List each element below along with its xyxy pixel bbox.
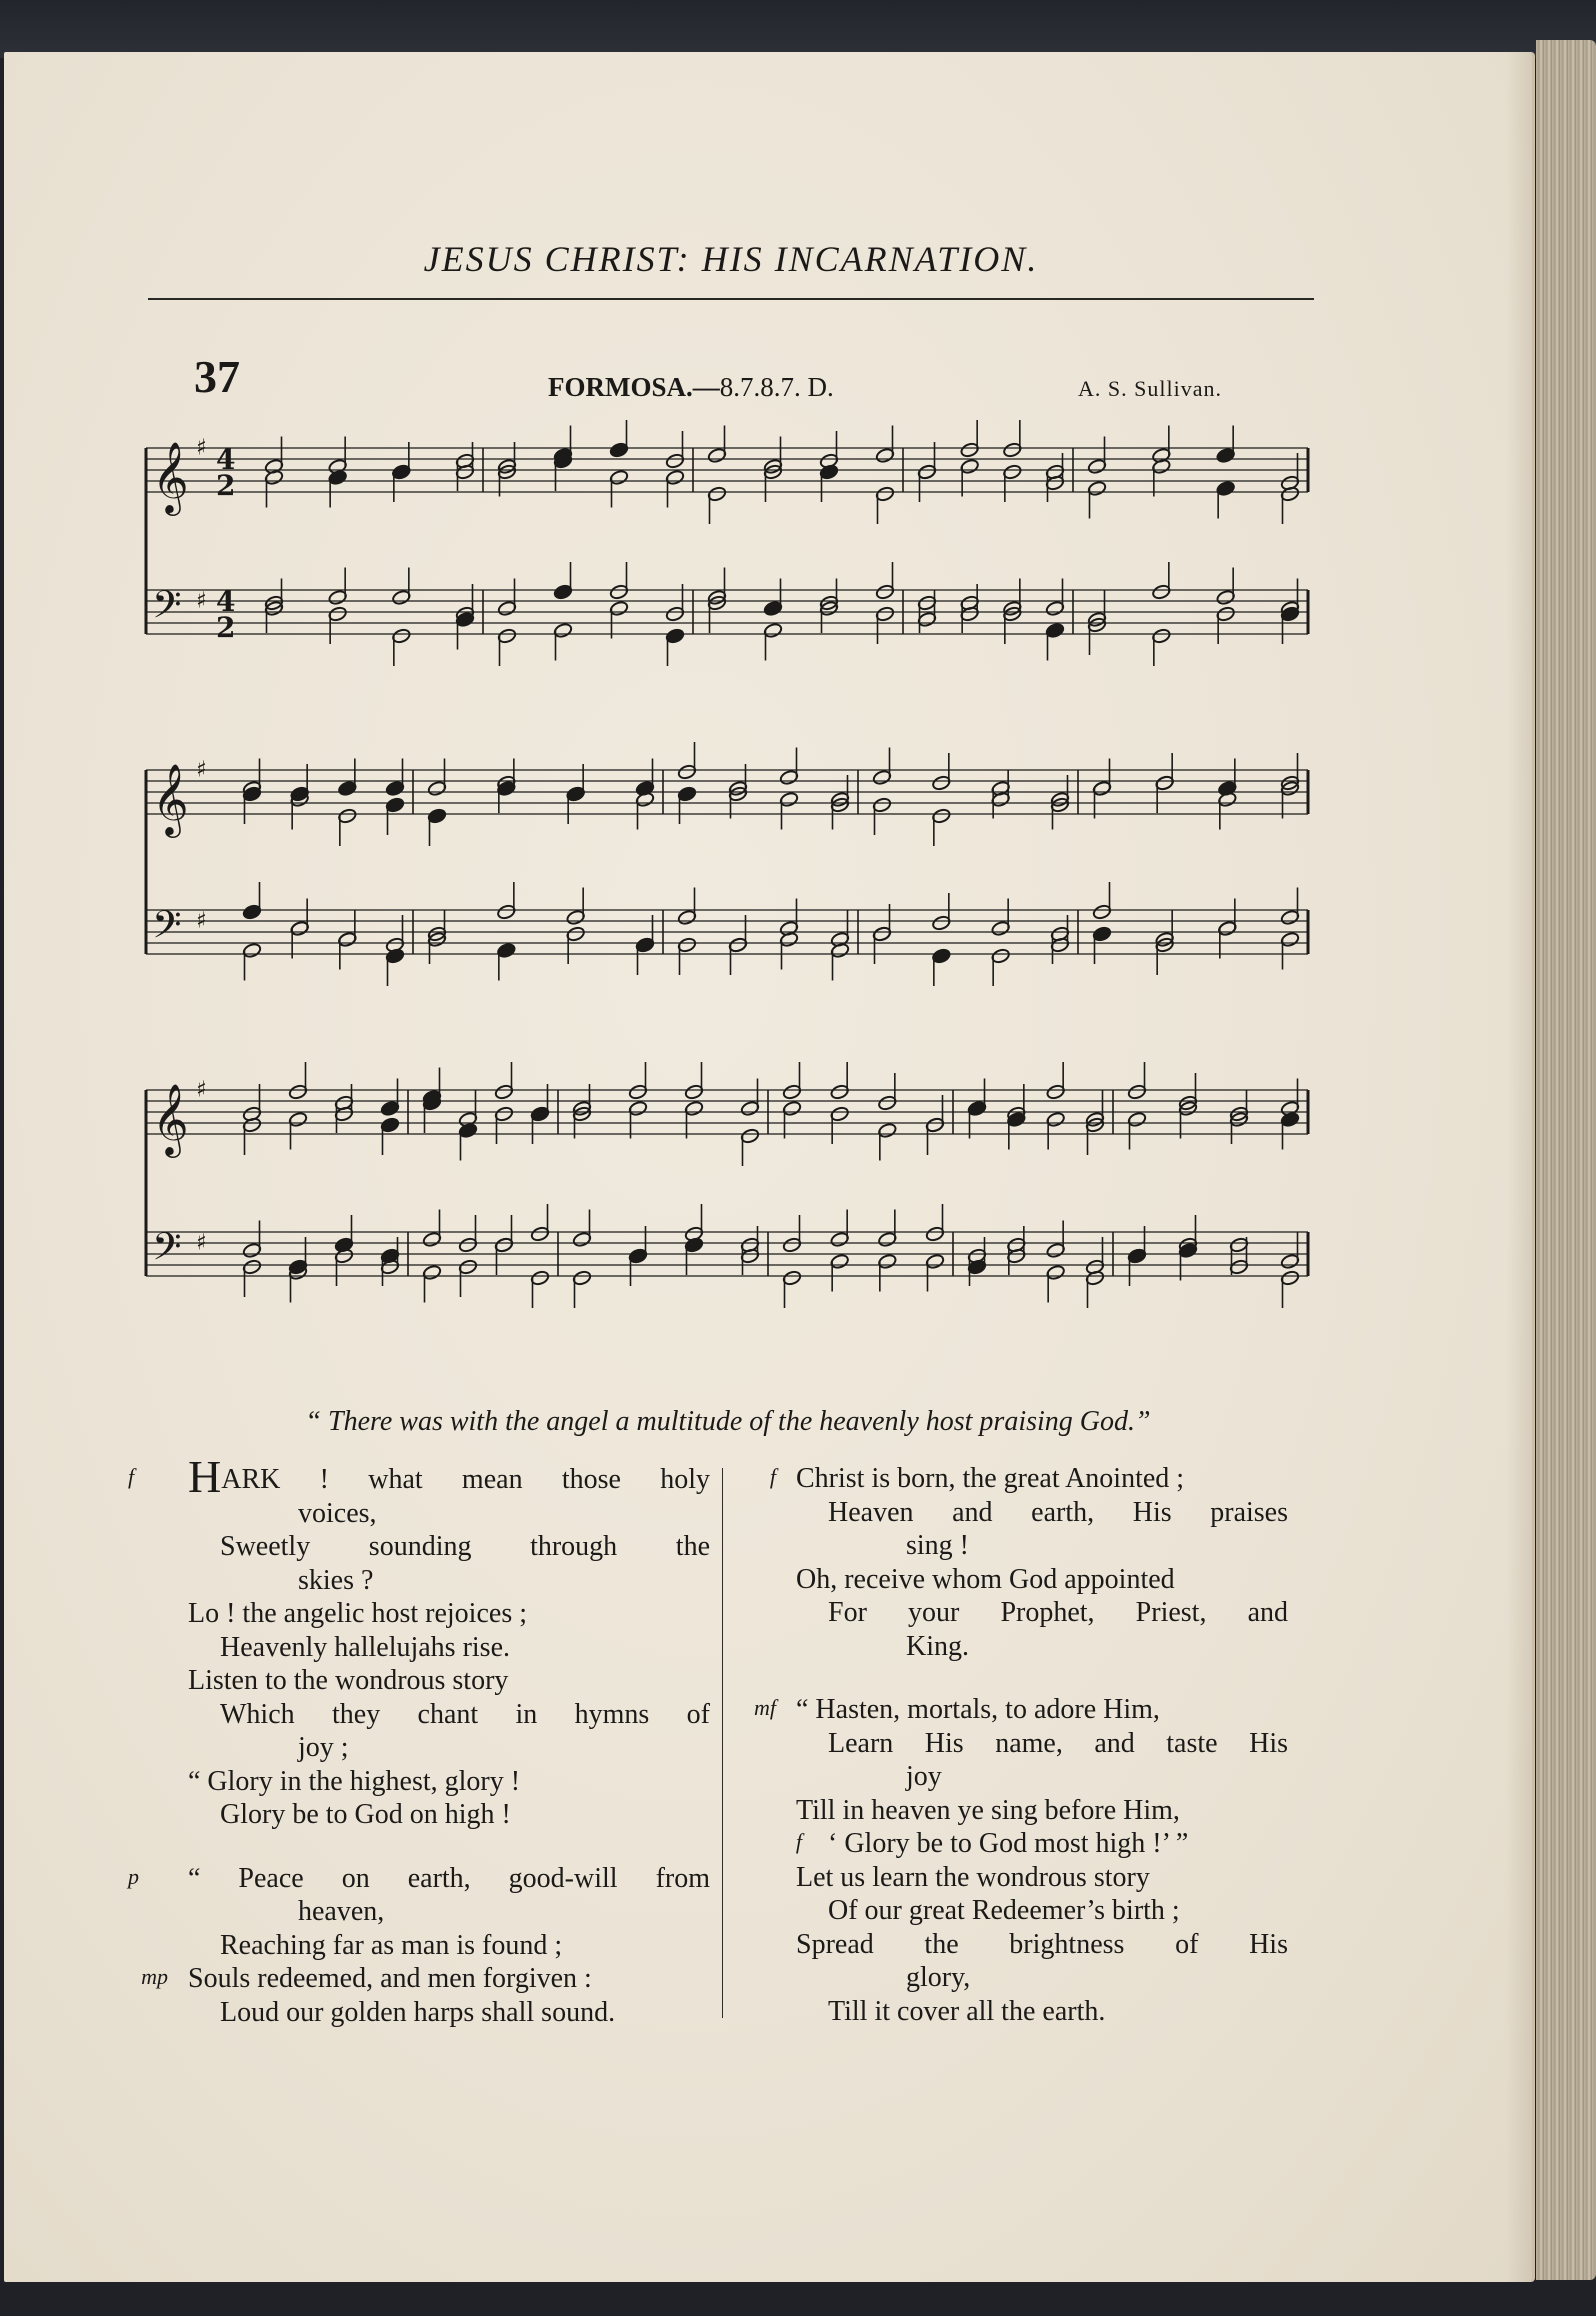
verse-line <box>748 1894 1288 1928</box>
dynamic-marking: mp <box>141 1964 168 1989</box>
bass-clef: 𝄢 <box>152 902 182 956</box>
verse-text: Souls redeemed, and men forgiven : <box>188 1963 592 1994</box>
dynamic-marking: f <box>769 1464 776 1489</box>
verse-line <box>748 1630 1288 1664</box>
verse-line <box>748 1462 1288 1496</box>
sharp-sign: ♯ <box>196 1230 207 1256</box>
verse-text: Sweetly sounding through the <box>220 1531 710 1562</box>
verse-line <box>140 1631 710 1665</box>
verse-text: skies ? <box>298 1564 374 1596</box>
verse-line <box>128 1862 710 1896</box>
verse-text: Christ is born, the great Anointed ; <box>796 1463 1185 1494</box>
verse-line <box>748 1861 1288 1895</box>
verses-right-column <box>748 1462 1288 2058</box>
verse-text: sing ! <box>906 1530 969 1561</box>
verse-line <box>140 1895 710 1929</box>
sharp-sign: ♯ <box>196 588 207 614</box>
treble-clef: 𝄞 <box>152 762 189 835</box>
verse-line <box>140 1497 710 1531</box>
verse-line <box>748 1928 1288 1962</box>
verse-text: joy <box>906 1761 942 1792</box>
stanza <box>128 1451 710 1832</box>
verse-text: ‘ Glory be to God most high !’ ” <box>828 1828 1189 1859</box>
verse-text: Of our great Redeemer’s birth ; <box>828 1895 1180 1926</box>
verse-text: “ Peace on earth, good-will from <box>188 1862 710 1894</box>
verse-text: Till it cover all the earth. <box>828 1995 1106 2027</box>
verse-text: Loud our golden harps shall sound. <box>220 1996 616 2028</box>
verse-line <box>140 1962 710 1996</box>
book-spine-top <box>0 0 1596 58</box>
verse-line <box>748 1693 1288 1727</box>
verse-text: glory, <box>906 1962 971 1993</box>
stanza <box>748 1693 1288 2028</box>
verse-line <box>748 1529 1288 1563</box>
bass-clef: 𝄢 <box>152 1224 182 1278</box>
verse-text: Heaven and earth, His praises <box>828 1496 1288 1528</box>
verse-text: voices, <box>298 1497 377 1529</box>
header-rule <box>148 298 1314 300</box>
tune-meter: 8.7.8.7. D. <box>719 372 834 402</box>
verse-text: Till in heaven ye sing before Him, <box>796 1794 1180 1826</box>
verse-text: Listen to the wondrous story <box>188 1665 509 1696</box>
sharp-sign: ♯ <box>196 1077 207 1103</box>
verse-line <box>748 1496 1288 1530</box>
dynamic-marking: mf <box>754 1695 776 1720</box>
verse-line <box>748 1827 1288 1861</box>
sharp-sign: ♯ <box>196 908 207 934</box>
verse-text: Which they chant in hymns of <box>220 1698 710 1730</box>
dynamic-marking: f <box>795 1829 802 1854</box>
verse-line <box>748 1794 1288 1828</box>
verse-line <box>748 1727 1288 1761</box>
music-score <box>138 420 1318 1380</box>
column-divider <box>722 1468 723 2018</box>
stanza <box>128 1862 710 2030</box>
verse-text: “ Hasten, mortals, to adore Him, <box>796 1694 1160 1725</box>
verse-line <box>140 1929 710 1963</box>
verse-line <box>128 1451 710 1502</box>
verse-line <box>748 1563 1288 1597</box>
dynamic-marking: p <box>128 1863 139 1889</box>
verse-line <box>140 1731 710 1765</box>
verse-line <box>140 1530 710 1564</box>
verse-line <box>140 1698 710 1732</box>
verse-text: Learn His name, and taste His <box>828 1727 1288 1759</box>
sharp-sign: ♯ <box>196 435 207 461</box>
verse-line <box>140 1664 710 1698</box>
verse-text: Spread the brightness of His <box>796 1928 1288 1960</box>
sharp-sign: ♯ <box>196 757 207 783</box>
time-signature-upper: 4 <box>216 585 236 618</box>
tune-name: FORMOSA.— <box>548 372 720 402</box>
verse-line <box>748 1596 1288 1630</box>
verse-line <box>140 1798 710 1832</box>
verse-text: King. <box>906 1630 969 1662</box>
stanza <box>748 1462 1288 1663</box>
verses-left-column <box>128 1451 710 2059</box>
verse-text: Reaching far as man is found ; <box>220 1929 563 1961</box>
verse-line <box>140 1597 710 1631</box>
verse-text: For your Prophet, Priest, and <box>828 1597 1288 1628</box>
time-signature-lower: 2 <box>216 611 236 644</box>
drop-cap: H <box>188 1451 222 1502</box>
verse-text: Glory be to God on high ! <box>220 1799 511 1830</box>
composer-name: A. S. Sullivan. <box>1078 376 1222 401</box>
verse-text: “ Glory in the highest, glory ! <box>188 1765 521 1797</box>
bass-clef: 𝄢 <box>152 582 182 636</box>
treble-clef: 𝄞 <box>152 1082 189 1155</box>
verse-text: joy ; <box>298 1732 349 1763</box>
verse-line <box>748 1760 1288 1794</box>
time-signature-upper: 4 <box>216 443 236 476</box>
verse-text: heaven, <box>298 1896 385 1927</box>
tune-title <box>548 372 834 403</box>
page-edges <box>1536 40 1596 2280</box>
verse-text: Oh, receive whom God appointed <box>796 1563 1175 1595</box>
dynamic-marking: f <box>128 1464 135 1489</box>
verse-text: Heavenly hallelujahs rise. <box>220 1631 511 1663</box>
verse-line <box>140 1765 710 1799</box>
verse-text: Let us learn the wondrous story <box>796 1861 1150 1893</box>
verse-text: ARK ! what mean those holy <box>221 1464 710 1495</box>
verse-line <box>140 1996 710 2030</box>
verse-line <box>140 1564 710 1598</box>
verse-text: Lo ! the angelic host rejoices ; <box>188 1598 527 1629</box>
epigraph: “ There was with the angel a multitude of the heavenly host praising God.” <box>305 1406 1151 1437</box>
time-signature-lower: 2 <box>216 469 236 502</box>
hymn-number: 37 <box>194 351 240 402</box>
running-title: JESUS CHRIST: HIS INCARNATION. <box>423 239 1039 279</box>
verse-line <box>748 1961 1288 1995</box>
verse-line <box>748 1995 1288 2029</box>
treble-clef: 𝄞 <box>152 440 189 513</box>
